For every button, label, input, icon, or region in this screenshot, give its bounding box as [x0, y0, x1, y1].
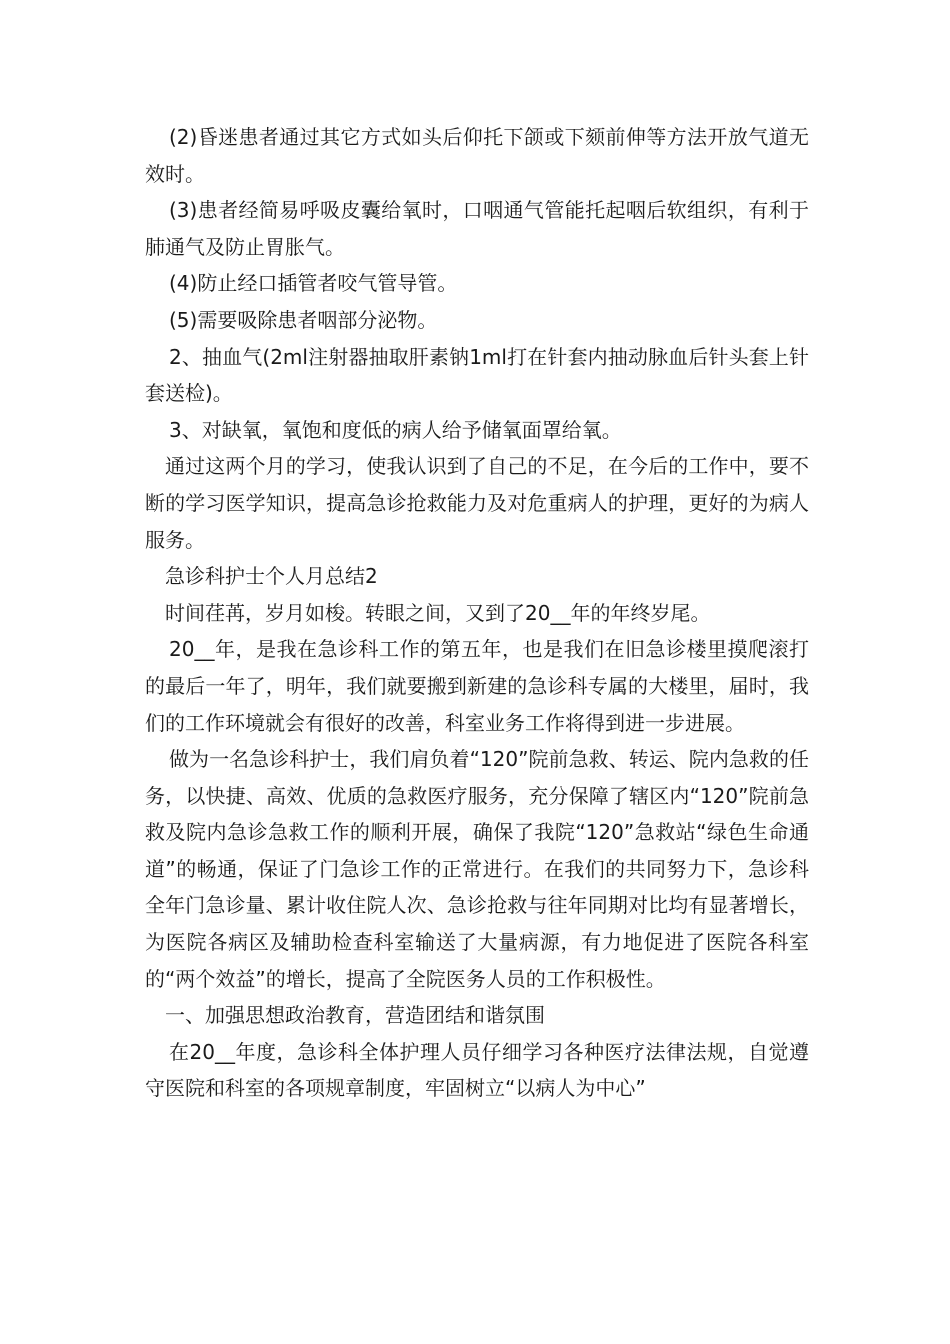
paragraph-reflection: 通过这两个月的学习，使我认识到了自己的不足，在今后的工作中，要不断的学习医学知识，提高急诊抢救能力及对危重病人的护理，更好的为病人服务。 [145, 454, 809, 552]
paragraph-regulations: 在20__年度，急诊科全体护理人员仔细学习各种医疗法律法规，自觉遵守医院和科室的各项规章制度，牢固树立“以病人为中心” [145, 1039, 809, 1101]
paragraph-airway-3: (3)患者经简易呼吸皮囊给氧时，口咽通气管能托起咽后软组织，有利于肺通气及防止胃胀气。 [145, 198, 809, 259]
document-body [145, 119, 809, 1107]
paragraph-airway-5: (5)需要吸除患者咽部分泌物。 [169, 307, 438, 332]
paragraph-emergency-duties: 做为一名急诊科护士，我们肩负着“120”院前急救、转运、院内急救的任务，以快捷、高效、优质的急救医疗服务，充分保障了辖区内“120”院前急救及院内急诊急救工作的顺利开展，确保了我院“120”急救站“绿色生命通道”的畅通，保证了门急诊工作的正常进行。在我们的共同努力下，急诊科全年门急诊量、累计收住院人次、急诊抢救与往年同期对比均有显著增长，为医院各病区及辅助检查科室输送了大量病源，有力地促进了医院各科室的“两个效益”的增长，提高了全院医务人员的工作积极性。 [145, 747, 809, 991]
section-title-summary-2: 急诊科护士个人月总结2 [165, 564, 378, 589]
paragraph-blood-gas: 2、抽血气(2ml注射器抽取肝素钠1ml打在针套内抽动脉血后针头套上针套送检)。 [145, 344, 809, 406]
paragraph-oxygen-mask: 3、对缺氧，氧饱和度低的病人给予储氧面罩给氧。 [169, 417, 622, 442]
paragraph-airway-4: (4)防止经口插管者咬气管导管。 [169, 271, 458, 296]
section-heading-political-education: 一、加强思想政治教育，营造团结和谐氛围 [165, 1003, 545, 1028]
paragraph-airway-2: (2)昏迷患者通过其它方式如头后仰托下颌或下颏前伸等方法开放气道无效时。 [145, 125, 809, 186]
paragraph-time-flies: 时间荏苒，岁月如梭。转眼之间，又到了20__年的年终岁尾。 [165, 600, 711, 625]
paragraph-fifth-year: 20__年，是我在急诊科工作的第五年，也是我们在旧急诊楼里摸爬滚打的最后一年了，明年，我们就要搬到新建的急诊科专属的大楼里，届时，我们的工作环境就会有很好的改善，科室业务工作将得到进一步进展。 [145, 637, 809, 735]
